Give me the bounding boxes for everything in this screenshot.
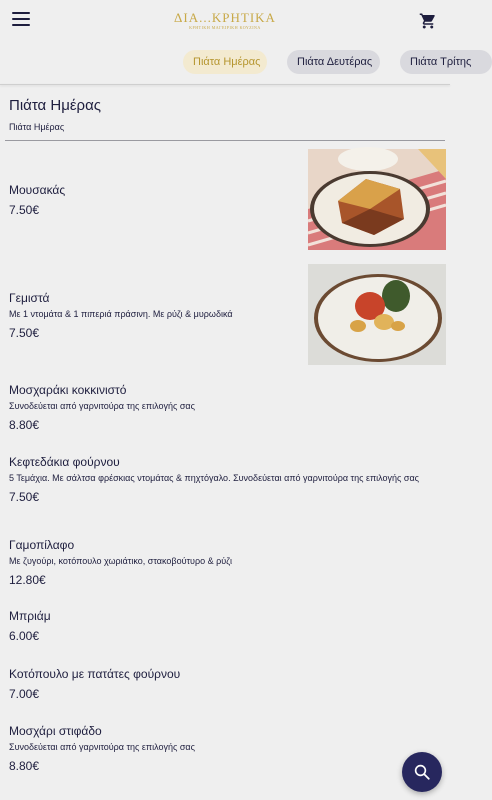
- tab-piata-imeras[interactable]: Πιάτα Ημέρας: [183, 50, 267, 74]
- item-name: Κεφτεδάκια φούρνου: [9, 455, 120, 469]
- item-description: Συνοδεύεται από γαρνιτούρα της επιλογής σας: [9, 742, 195, 752]
- item-price: 7.50€: [9, 203, 40, 217]
- item-name: Μπριάμ: [9, 609, 51, 623]
- item-name: Μοσχάρι στιφάδο: [9, 724, 102, 738]
- tab-piata-defteras[interactable]: Πιάτα Δευτέρας: [287, 50, 380, 74]
- category-title: Πιάτα Ημέρας: [9, 97, 101, 114]
- item-price: 8.80€: [9, 418, 40, 432]
- menu-item[interactable]: [9, 609, 439, 643]
- category-subtitle: Πιάτα Ημέρας: [9, 122, 65, 132]
- item-price: 7.00€: [9, 687, 40, 701]
- menu-item[interactable]: [9, 724, 389, 773]
- logo-text: ΔΙΑ...ΚΡΗΤΙΚΑ: [174, 10, 276, 25]
- menu-item[interactable]: [9, 538, 439, 587]
- item-name: Γεμιστά: [9, 291, 50, 305]
- tab-piata-tritis[interactable]: Πιάτα Τρίτης: [400, 50, 492, 74]
- menu-item[interactable]: [9, 383, 439, 432]
- menu-item[interactable]: [9, 455, 439, 504]
- menu-item[interactable]: [9, 667, 439, 701]
- cart-icon[interactable]: [419, 12, 437, 30]
- item-description: Με ζυγούρι, κοτόπουλο χωριάτικο, στακοβούτυρο & ρύζι: [9, 556, 232, 566]
- search-button[interactable]: [402, 752, 442, 792]
- tabs-divider: [0, 84, 450, 85]
- category-tabs: [0, 50, 472, 76]
- item-name: Μοσχαράκι κοκκινιστό: [9, 383, 127, 397]
- menu-item[interactable]: [9, 183, 299, 217]
- logo[interactable]: [0, 10, 450, 30]
- app-header: [0, 0, 450, 42]
- item-name: Μουσακάς: [9, 183, 66, 197]
- item-price: 7.50€: [9, 490, 40, 504]
- item-price: 8.80€: [9, 759, 40, 773]
- moussaka-photo[interactable]: [308, 149, 446, 250]
- menu-item[interactable]: [9, 291, 299, 340]
- item-name: Γαμοπίλαφο: [9, 538, 75, 552]
- item-price: 12.80€: [9, 573, 46, 587]
- search-icon: [413, 763, 431, 781]
- gemista-photo[interactable]: [308, 264, 446, 365]
- item-price: 7.50€: [9, 326, 40, 340]
- category-divider: [5, 140, 445, 141]
- item-description: Συνοδεύεται από γαρνιτούρα της επιλογής σας: [9, 401, 195, 411]
- logo-subtext: ΚΡΗΤΙΚΗ ΜΑΓΕΙΡΙΚΗ ΚΟΥΖΙΝΑ: [189, 25, 261, 30]
- item-name: Κοτόπουλο με πατάτες φούρνου: [9, 667, 181, 681]
- item-description: 5 Τεμάχια. Με σάλτσα φρέσκιας ντομάτας & πηχτόγαλο. Συνοδεύεται από γαρνιτούρα της επιλογής σας: [9, 473, 419, 483]
- item-price: 6.00€: [9, 629, 40, 643]
- item-description: Με 1 ντομάτα & 1 πιπεριά πράσινη. Με ρύζι & μυρωδικά: [9, 309, 233, 319]
